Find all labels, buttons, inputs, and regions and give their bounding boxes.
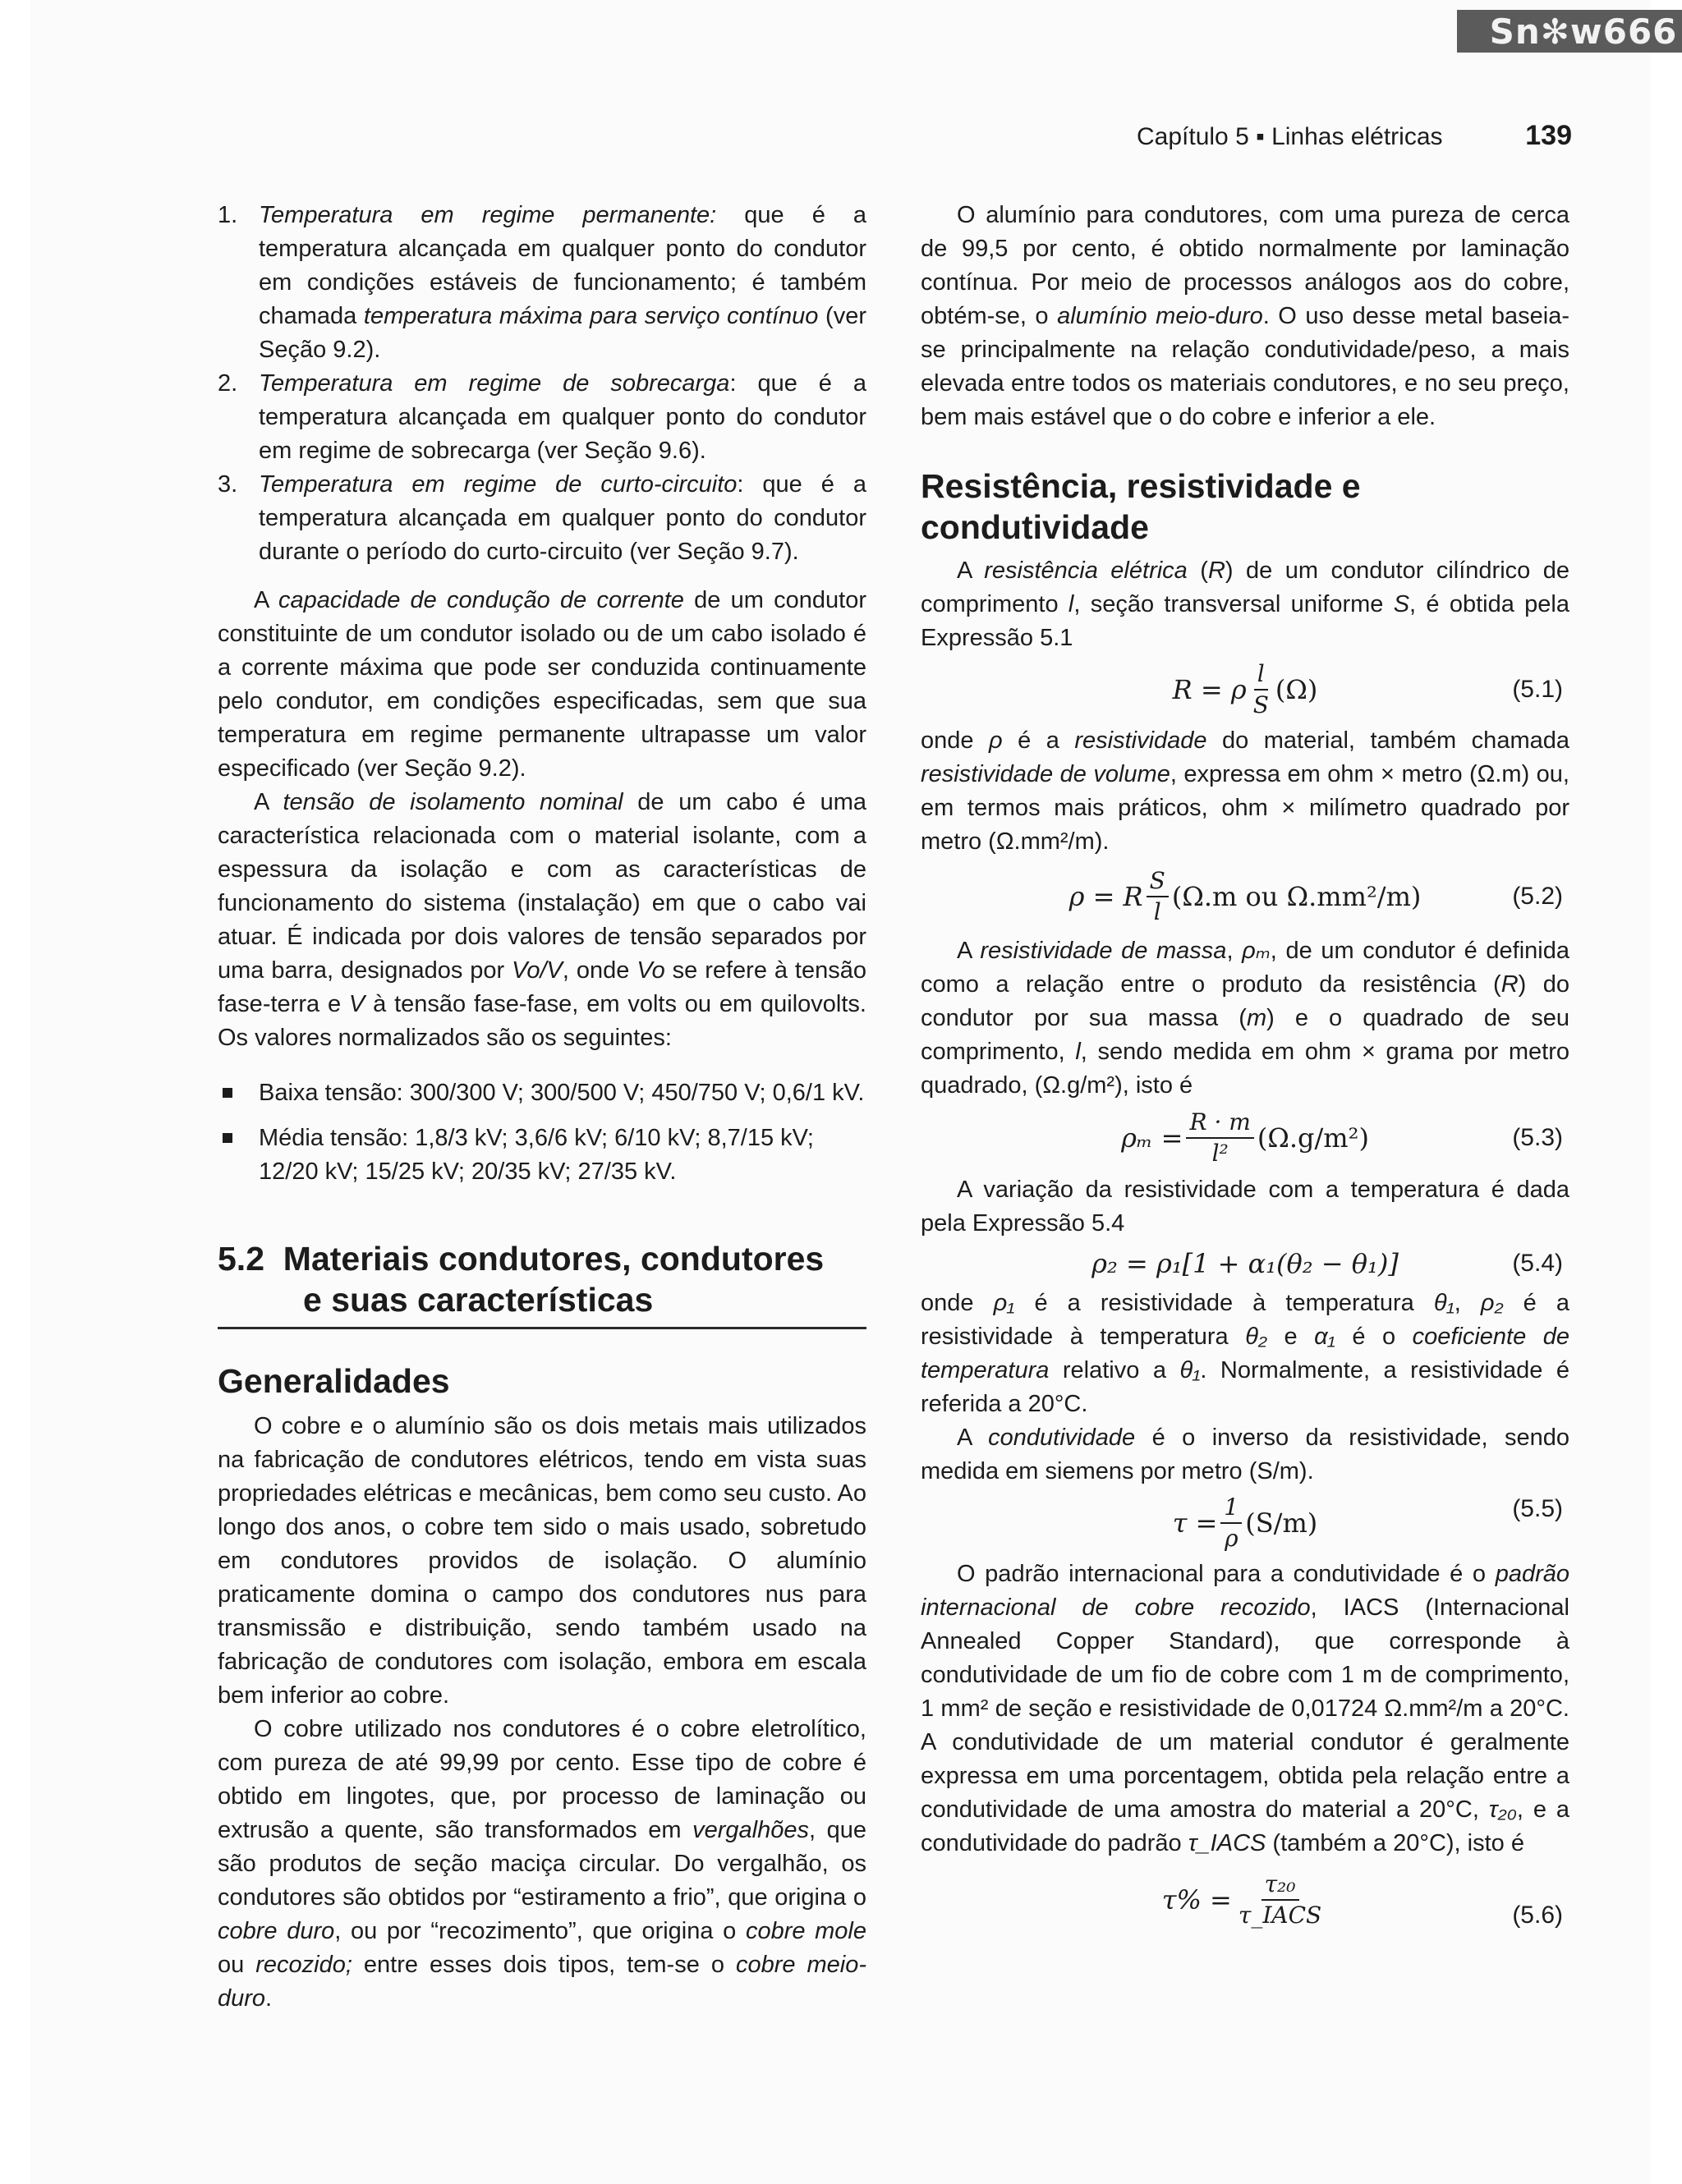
bullet-item: Baixa tensão: 300/300 V; 300/500 V; 450/750 V; 0,6/1 kV.	[218, 1076, 866, 1110]
bullet-square-icon	[223, 1133, 232, 1143]
paragraph-mass-resistivity: A resistividade de massa, ρₘ, de um condutor é definida como a relação entre o produto da resistência (R) do condutor por sua massa (m) e o quadrado de seu comprimento, l, sendo medida em ohm × grama por metro quadrado, (Ω.g/m²), isto é	[921, 938, 1570, 1099]
paragraph-conductivity: A condutividade é o inverso da resistividade, sendo medida em siemens por metro (S/m).	[921, 1425, 1569, 1484]
list-item: 2. Temperatura em regime de sobrecarga: que é a temperatura alcançada em qualquer ponto do condutor em regime de sobrecarga (ver Seção 9.6).	[218, 370, 866, 464]
voltage-bullet-list	[218, 1076, 866, 1189]
paragraph-iacs: O padrão internacional para a condutividade é o padrão internacional de cobre recozido, IACS (Internacional Annealed Copper Standard), que corresponde à condutividade de um fio de cobre com 1 m de comprimento, 1 mm² de seção e resistividade de 0,01724 Ω.mm²/m a 20°C. A condutividade de um material condutor é geralmente expressa em uma porcentagem, obtida pela relação entre a condutividade de uma amostra do material a 20°C, τ₂₀, e a condutividade do padrão τ_IACS (também a 20°C), isto é	[921, 1561, 1569, 1856]
paragraph-resistance: A resistência elétrica (R) de um condutor cilíndrico de comprimento l, seção transversal uniforme S, é obtida pela Expressão 5.1	[921, 557, 1569, 651]
paragraph-temperature-coefficient: onde ρ₁ é a resistividade à temperatura θ₁, ρ₂ é a resistividade à temperatura θ₂ e α₁ é o coeficiente de temperatura relativo a θ₁. Normalmente, a resistividade é referida a 20°C.	[921, 1290, 1569, 1417]
left-column	[218, 199, 866, 2016]
right-column	[921, 199, 1569, 1939]
paragraph-electrolytic-copper: O cobre utilizado nos condutores é o cobre eletrolítico, com pureza de até 99,99 por cento. Esse tipo de cobre é obtido em lingotes, que, por processo de laminação ou extrusão a quente, são transformados em vergalhões, que são produtos de seção maciça circular. Do vergalhão, os condutores são obtidos por “estiramento a frio”, que origina o cobre duro, ou por “recozimento”, que origina o cobre mole ou recozido; entre esses dois tipos, tem-se o cobre meio-duro.	[218, 1716, 867, 2012]
bullet-square-icon	[223, 1088, 232, 1098]
section-heading: 5.2 Materiais condutores, condutores e suas características	[218, 1238, 866, 1329]
paragraph-current-capacity: A capacidade de condução de corrente de um condutor constituinte de um condutor isolado ou de um cabo isolado é a corrente máxima que pode ser conduzida continuamente pelo condutor, em condições especificadas, sem que sua temperatura em regime permanente ultrapasse um valor especificado (ver Seção 9.2).	[218, 587, 866, 782]
list-item: 1. Temperatura em regime permanente: que é a temperatura alcançada em qualquer ponto do condutor em condições estáveis de funcionamento; é também chamada temperatura máxima para serviço contínuo (ver Seção 9.2).	[218, 202, 866, 363]
equation-5-5: τ = $\frac{1}{\rho}$ (S/m) (5.5)	[1172, 1493, 1563, 1552]
temperature-list	[218, 199, 866, 569]
equation-5-3: ρₘ = $\frac{R \cdot m}{\text{l²}}$ (Ω.g/m²) (5.3)	[1121, 1108, 1563, 1167]
watermark-badge: Sn✻w666	[1457, 10, 1682, 53]
paragraph-resistivity: onde ρ é a resistividade do material, também chamada resistividade de volume, expressa em ohm × metro (Ω.m) ou, em termos mais práticos, ohm × milímetro quadrado por metro (Ω.mm²/m).	[921, 727, 1569, 855]
equation-5-4: ρ₂ = ρ₁[1 + α₁(θ₂ − θ₁)] (5.4)	[1091, 1248, 1563, 1279]
chapter-title: Capítulo 5 ▪ Linhas elétricas	[1137, 123, 1443, 150]
equation-5-6: τ% = $\frac{\text{τ₂₀}}{\text{τ\_IACS}}$ (5.6)	[1161, 1870, 1563, 1929]
subheading-generalidades: Generalidades	[218, 1362, 450, 1400]
equation-5-1: R = ρ $\frac{l}{S}$ (Ω) (5.1)	[1172, 660, 1563, 718]
list-item: 3. Temperatura em regime de curto-circuito: que é a temperatura alcançada em qualquer ponto do condutor durante o período do curto-circuito (ver Seção 9.7).	[218, 471, 866, 565]
page-number: 139	[1525, 120, 1572, 151]
paragraph-aluminum: O alumínio para condutores, com uma pureza de cerca de 99,5 por cento, é obtido normalmente por laminação contínua. Por meio de processos análogos aos do cobre, obtém-se, o alumínio meio-duro. O uso desse metal baseia-se principalmente na relação condutividade/peso, a mais elevada entre todos os materiais condutores, e no seu preço, bem mais estável que o do cobre e inferior a ele.	[921, 202, 1569, 430]
paragraph-copper-aluminum: O cobre e o alumínio são os dois metais mais utilizados na fabricação de condutores elétricos, tendo em vista suas propriedades elétricas e mecânicas, bem como seu custo. Ao longo dos anos, o cobre tem sido o mais usado, sobretudo em condutores providos de isolação. O alumínio praticamente domina o campo dos condutores nus para transmissão e distribuição, sendo também usado na fabricação de condutores com isolação, embora em escala bem inferior ao cobre.	[218, 1413, 866, 1709]
paragraph-temperature-variation: A variação da resistividade com a temperatura é dada pela Expressão 5.4	[921, 1177, 1569, 1237]
book-page	[30, 0, 1678, 2184]
running-head	[1137, 120, 1572, 152]
subheading-resistance: Resistência, resistividade e condutividade	[921, 467, 1361, 546]
equation-5-2: ρ = R $\frac{S}{l}$ (Ω.m ou Ω.mm²/m) (5.2)	[1068, 867, 1563, 925]
bullet-item: Média tensão: 1,8/3 kV; 3,6/6 kV; 6/10 kV; 8,7/15 kV; 12/20 kV; 15/25 kV; 20/35 kV; 27/35 kV.	[218, 1122, 866, 1189]
paragraph-insulation-voltage: A tensão de isolamento nominal de um cabo é uma característica relacionada com o material isolante, com a espessura da isolação e com as características de funcionamento do sistema (instalação) em que o cabo vai atuar. É indicada por dois valores de tensão separados por uma barra, designados por Vo/V, onde Vo se refere à tensão fase-terra e V à tensão fase-fase, em volts ou em quilovolts. Os valores normalizados são os seguintes:	[218, 789, 866, 1051]
